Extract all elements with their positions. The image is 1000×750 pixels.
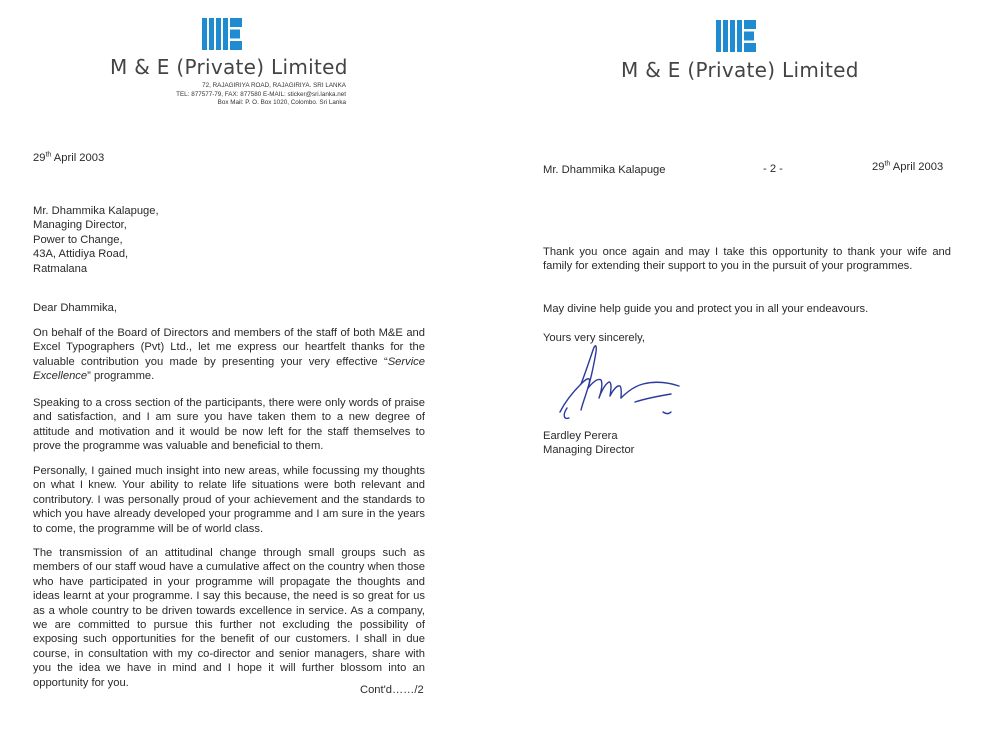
page2-recipient-name: Mr. Dhammika Kalapuge — [543, 164, 666, 176]
date-month-year: April 2003 — [892, 161, 944, 173]
date-suffix: th — [884, 160, 891, 168]
paragraph-2: Speaking to a cross section of the participants, there were only words of praise and satisfaction, and I am sure you have taken them to a new degree of attitude and motivation and it would be now left for the staff themselves to prove the programme was valuable and beneficial to them. — [33, 397, 425, 453]
page-number: - 2 - — [763, 163, 783, 175]
paragraph-1-end: ” programme. — [87, 370, 155, 383]
recipient-line: 43A, Attidiya Road, — [33, 248, 129, 261]
recipient-line: Ratmalana — [33, 262, 88, 275]
handwritten-signature — [555, 340, 685, 430]
date-day: 29 — [33, 152, 46, 164]
date-suffix: th — [45, 151, 52, 159]
signer-title: Managing Director — [543, 444, 635, 456]
page2-paragraph-1: Thank you once again and may I take this opportunity to thank your wife and family for extending their support to you in the pursuit of your programmes. — [543, 246, 951, 273]
paragraph-1 — [33, 326, 425, 384]
recipient-address — [33, 204, 159, 276]
continued-note: Cont'd……/2 — [360, 684, 424, 696]
salutation: Dear Dhammika, — [33, 302, 117, 314]
letterhead-box-mail: Box Mail: P. O. Box 1020, Colombo. Sri Lanka — [217, 99, 346, 107]
letterhead-contact-details — [110, 82, 346, 108]
letter-page-2 — [500, 0, 1000, 750]
paragraph-3: Personally, I gained much insight into new areas, while focussing my thoughts on what I knew. Your ability to relate life situations were both relevant and contributory. I was personally proud of your achievement and the standards to which you have already developed your programme and I am sure in the years to come, the programme will be of world class. — [33, 465, 425, 535]
recipient-line: Managing Director, — [33, 219, 127, 232]
company-logo — [716, 20, 756, 52]
page2-paragraph-2: May divine help guide you and protect you in all your endeavours. — [543, 303, 869, 315]
date-month-year: April 2003 — [53, 152, 105, 164]
company-name: M & E (Private) Limited — [110, 55, 348, 79]
letter-date — [33, 151, 104, 165]
paragraph-1-text: On behalf of the Board of Directors and members of the staff of both M&E and Excel Typographers (Pvt) Ltd., let me express our heartfelt thanks for the valuable contribution you made by presenting your very effective “ — [33, 327, 425, 368]
company-logo — [202, 18, 242, 50]
service-excellence-emphasis: Service Excellence — [33, 355, 425, 383]
company-name: M & E (Private) Limited — [621, 58, 859, 82]
date-day: 29 — [872, 161, 885, 173]
page2-date — [872, 160, 943, 174]
paragraph-4: The transmission of an attitudinal change through small groups such as members of our staff woud have a cumulative affect on the country when those who have participated in your programme will propagate the thoughts and ideas learnt at your programme. I say this because, the need is so great for us as a whole country to be driven towards excellence in service. As a company, we are committed to pursue this further not excluding the possibility of exposing such opportunities for the benefit of our customers. I shall in due course, in consultation with my co-director and senior managers, share with you the idea we have in mind and I hope it will further blossom into an opportunity for you. — [33, 547, 425, 689]
letterhead-address: 72, RAJAGIRIYA ROAD, RAJAGIRIYA. SRI LANKA — [202, 82, 346, 89]
letterhead-contact: TEL: 877577-79, FAX: 877580 E-MAIL: sticker@sri.lanka.net — [176, 90, 346, 98]
closing: Yours very sincerely, — [543, 332, 645, 344]
signer-name: Eardley Perera — [543, 430, 618, 442]
recipient-line: Power to Change, — [33, 233, 123, 246]
recipient-line: Mr. Dhammika Kalapuge, — [33, 205, 159, 217]
